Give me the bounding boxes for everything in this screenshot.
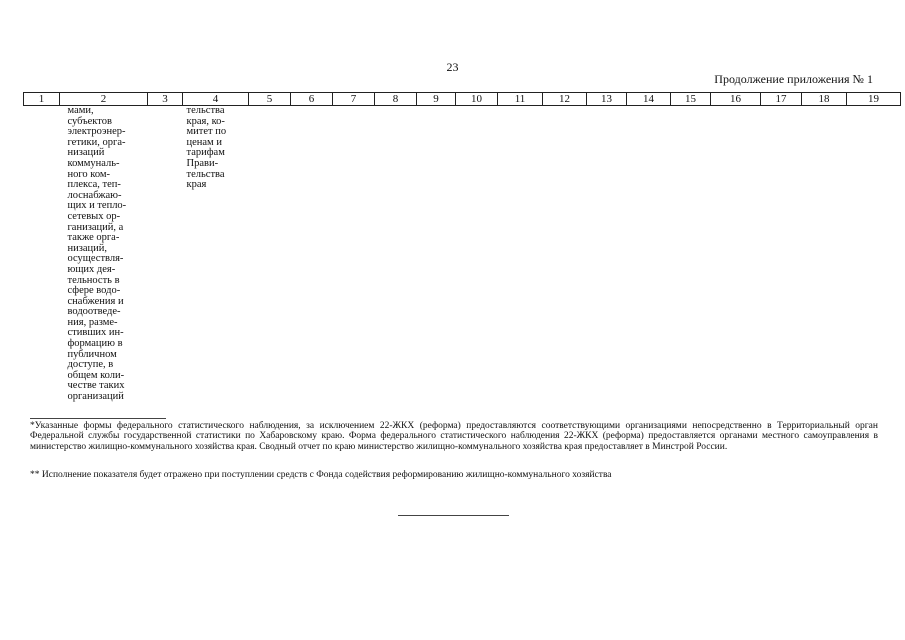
column-header: 3	[148, 93, 183, 106]
column-header: 1	[24, 93, 60, 106]
table-cell	[543, 106, 587, 403]
column-header: 9	[417, 93, 456, 106]
footnote-divider	[30, 418, 166, 419]
table-cell	[60, 106, 148, 403]
table-cell	[711, 106, 761, 403]
table-cell	[761, 106, 802, 403]
header-row	[24, 93, 901, 106]
column-header: 18	[802, 93, 847, 106]
column-header: 12	[543, 93, 587, 106]
table-cell	[417, 106, 456, 403]
column-header: 5	[249, 93, 291, 106]
column-header: 2	[60, 93, 148, 106]
column-header: 6	[291, 93, 333, 106]
column-header: 10	[456, 93, 498, 106]
table-cell	[847, 106, 901, 403]
table-cell	[375, 106, 417, 403]
data-table	[23, 92, 901, 403]
column-header: 14	[627, 93, 671, 106]
column-header: 8	[375, 93, 417, 106]
column-header: 7	[333, 93, 375, 106]
column-header: 15	[671, 93, 711, 106]
table-cell	[498, 106, 543, 403]
footnote-second: ** Исполнение показателя будет отражено при поступлении средств с Фонда содействия реформированию жилищно-коммунального хозяйства	[30, 470, 612, 480]
table-cell	[148, 106, 183, 403]
column-header: 19	[847, 93, 901, 106]
table-cell	[333, 106, 375, 403]
table-cell	[183, 106, 249, 403]
column-header: 13	[587, 93, 627, 106]
column-header: 11	[498, 93, 543, 106]
end-divider	[398, 515, 509, 516]
table-cell	[802, 106, 847, 403]
table-cell	[627, 106, 671, 403]
table-cell	[249, 106, 291, 403]
table-cell	[587, 106, 627, 403]
table-row	[24, 106, 901, 403]
table-cell	[24, 106, 60, 403]
appendix-caption: Продолжение приложения № 1	[714, 72, 873, 86]
column-header: 16	[711, 93, 761, 106]
column-header: 17	[761, 93, 802, 106]
column-header: 4	[183, 93, 249, 106]
footnote-first: *Указанные формы федерального статистического наблюдения, за исключением 22-ЖКХ (реформа) предоставляются соответствующими организациями непосредственно в Территориальный орган Федеральной службы государственной статистики по Хабаровскому краю. Форма федерального статистического наблюдения 22-ЖКХ (реформа) предоставляется органами местного самоуправления в министерство жилищно-коммунального хозяйства края. Сводный отчет по краю министерство жилищно-коммунального хозяйства края предоставляет в Минстрой России.	[30, 421, 878, 452]
cell-text-col4: тельства края, ко- митет по ценам и тарифам Прави- тельства края	[186, 105, 227, 191]
cell-text-col2: мами, субъектов электроэнер- гетики, орга- низаций коммуналь- ного ком- плекса, теп- лоснабжаю- щих и тепло- сетевых ор- ганизаций, а также орга- низаций, осуществля- ющих дея- тельность в сфере водо- снабжения и водоотведе- ния, разме- стивших ин- формацию в публичном доступе, в общем коли- честве таких организаций	[67, 105, 127, 403]
page-number: 23	[446, 60, 459, 74]
table-cell	[291, 106, 333, 403]
table-cell	[671, 106, 711, 403]
table-cell	[456, 106, 498, 403]
